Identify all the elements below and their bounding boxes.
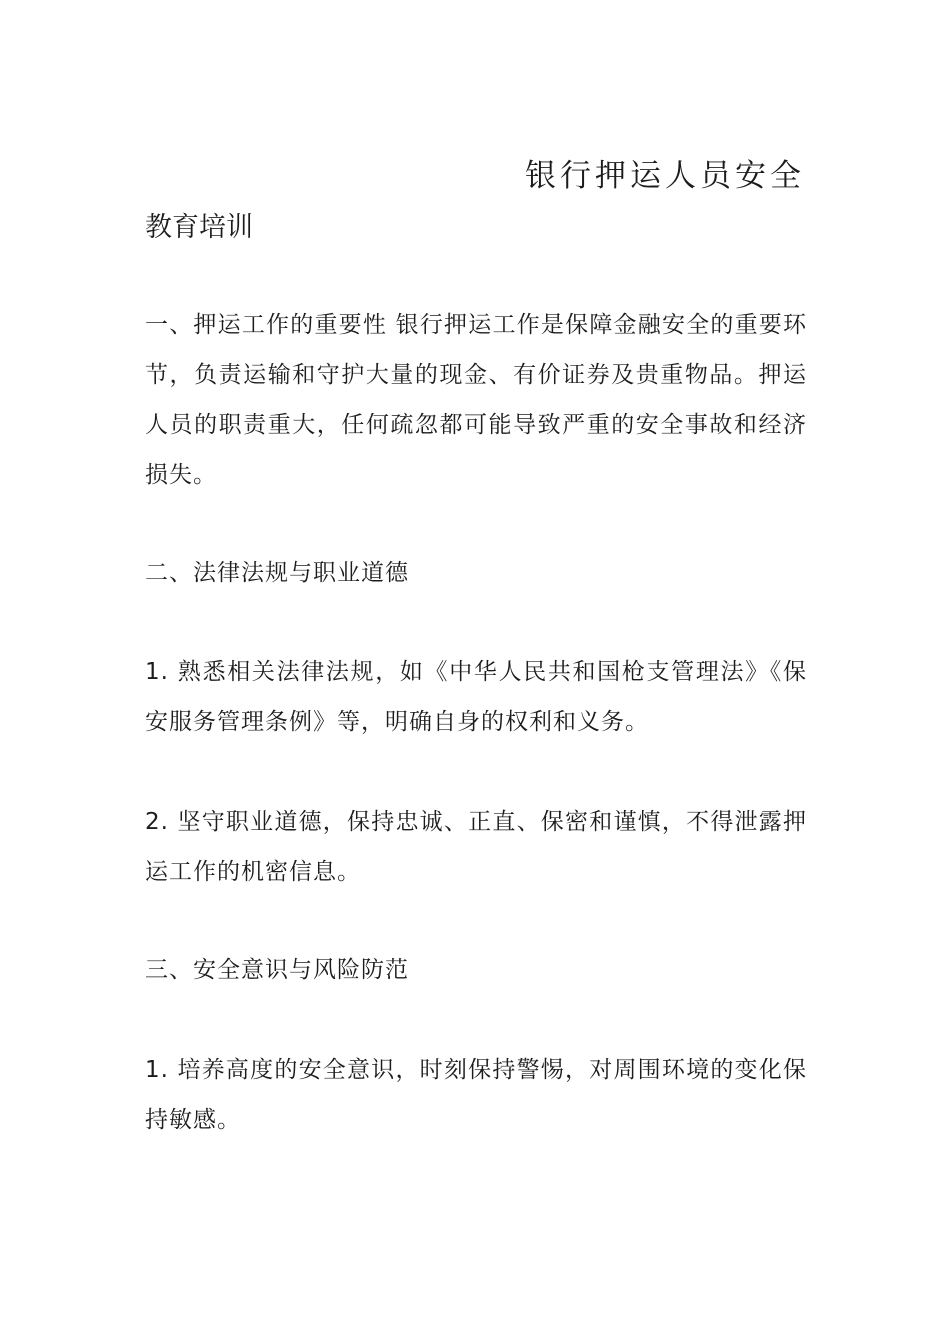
section-2-item-2: 2. 坚守职业道德，保持忠诚、正直、保密和谨慎，不得泄露押运工作的机密信息。 [145,809,807,885]
section-2-item-1: 1. 熟悉相关法律法规，如《中华人民共和国枪支管理法》《保安服务管理条例》等，明确自身的权利和义务。 [145,659,807,735]
document-title-line-2: 教育培训 [145,212,253,243]
section-2-heading: 二、法律法规与职业道德 [145,560,409,586]
section-3-item-1: 1. 培养高度的安全意识，时刻保持警惕，对周围环境的变化保持敏感。 [145,1057,807,1133]
section-1-paragraph: 一、押运工作的重要性 银行押运工作是保障金融安全的重要环节，负责运输和守护大量的现金、有价证券及贵重物品。押运人员的职责重大，任何疏忽都可能导致严重的安全事故和经济损失。 [145,312,807,488]
document-title-line-1: 银行押运人员安全 [525,158,805,194]
section-3-heading: 三、安全意识与风险防范 [145,957,409,983]
